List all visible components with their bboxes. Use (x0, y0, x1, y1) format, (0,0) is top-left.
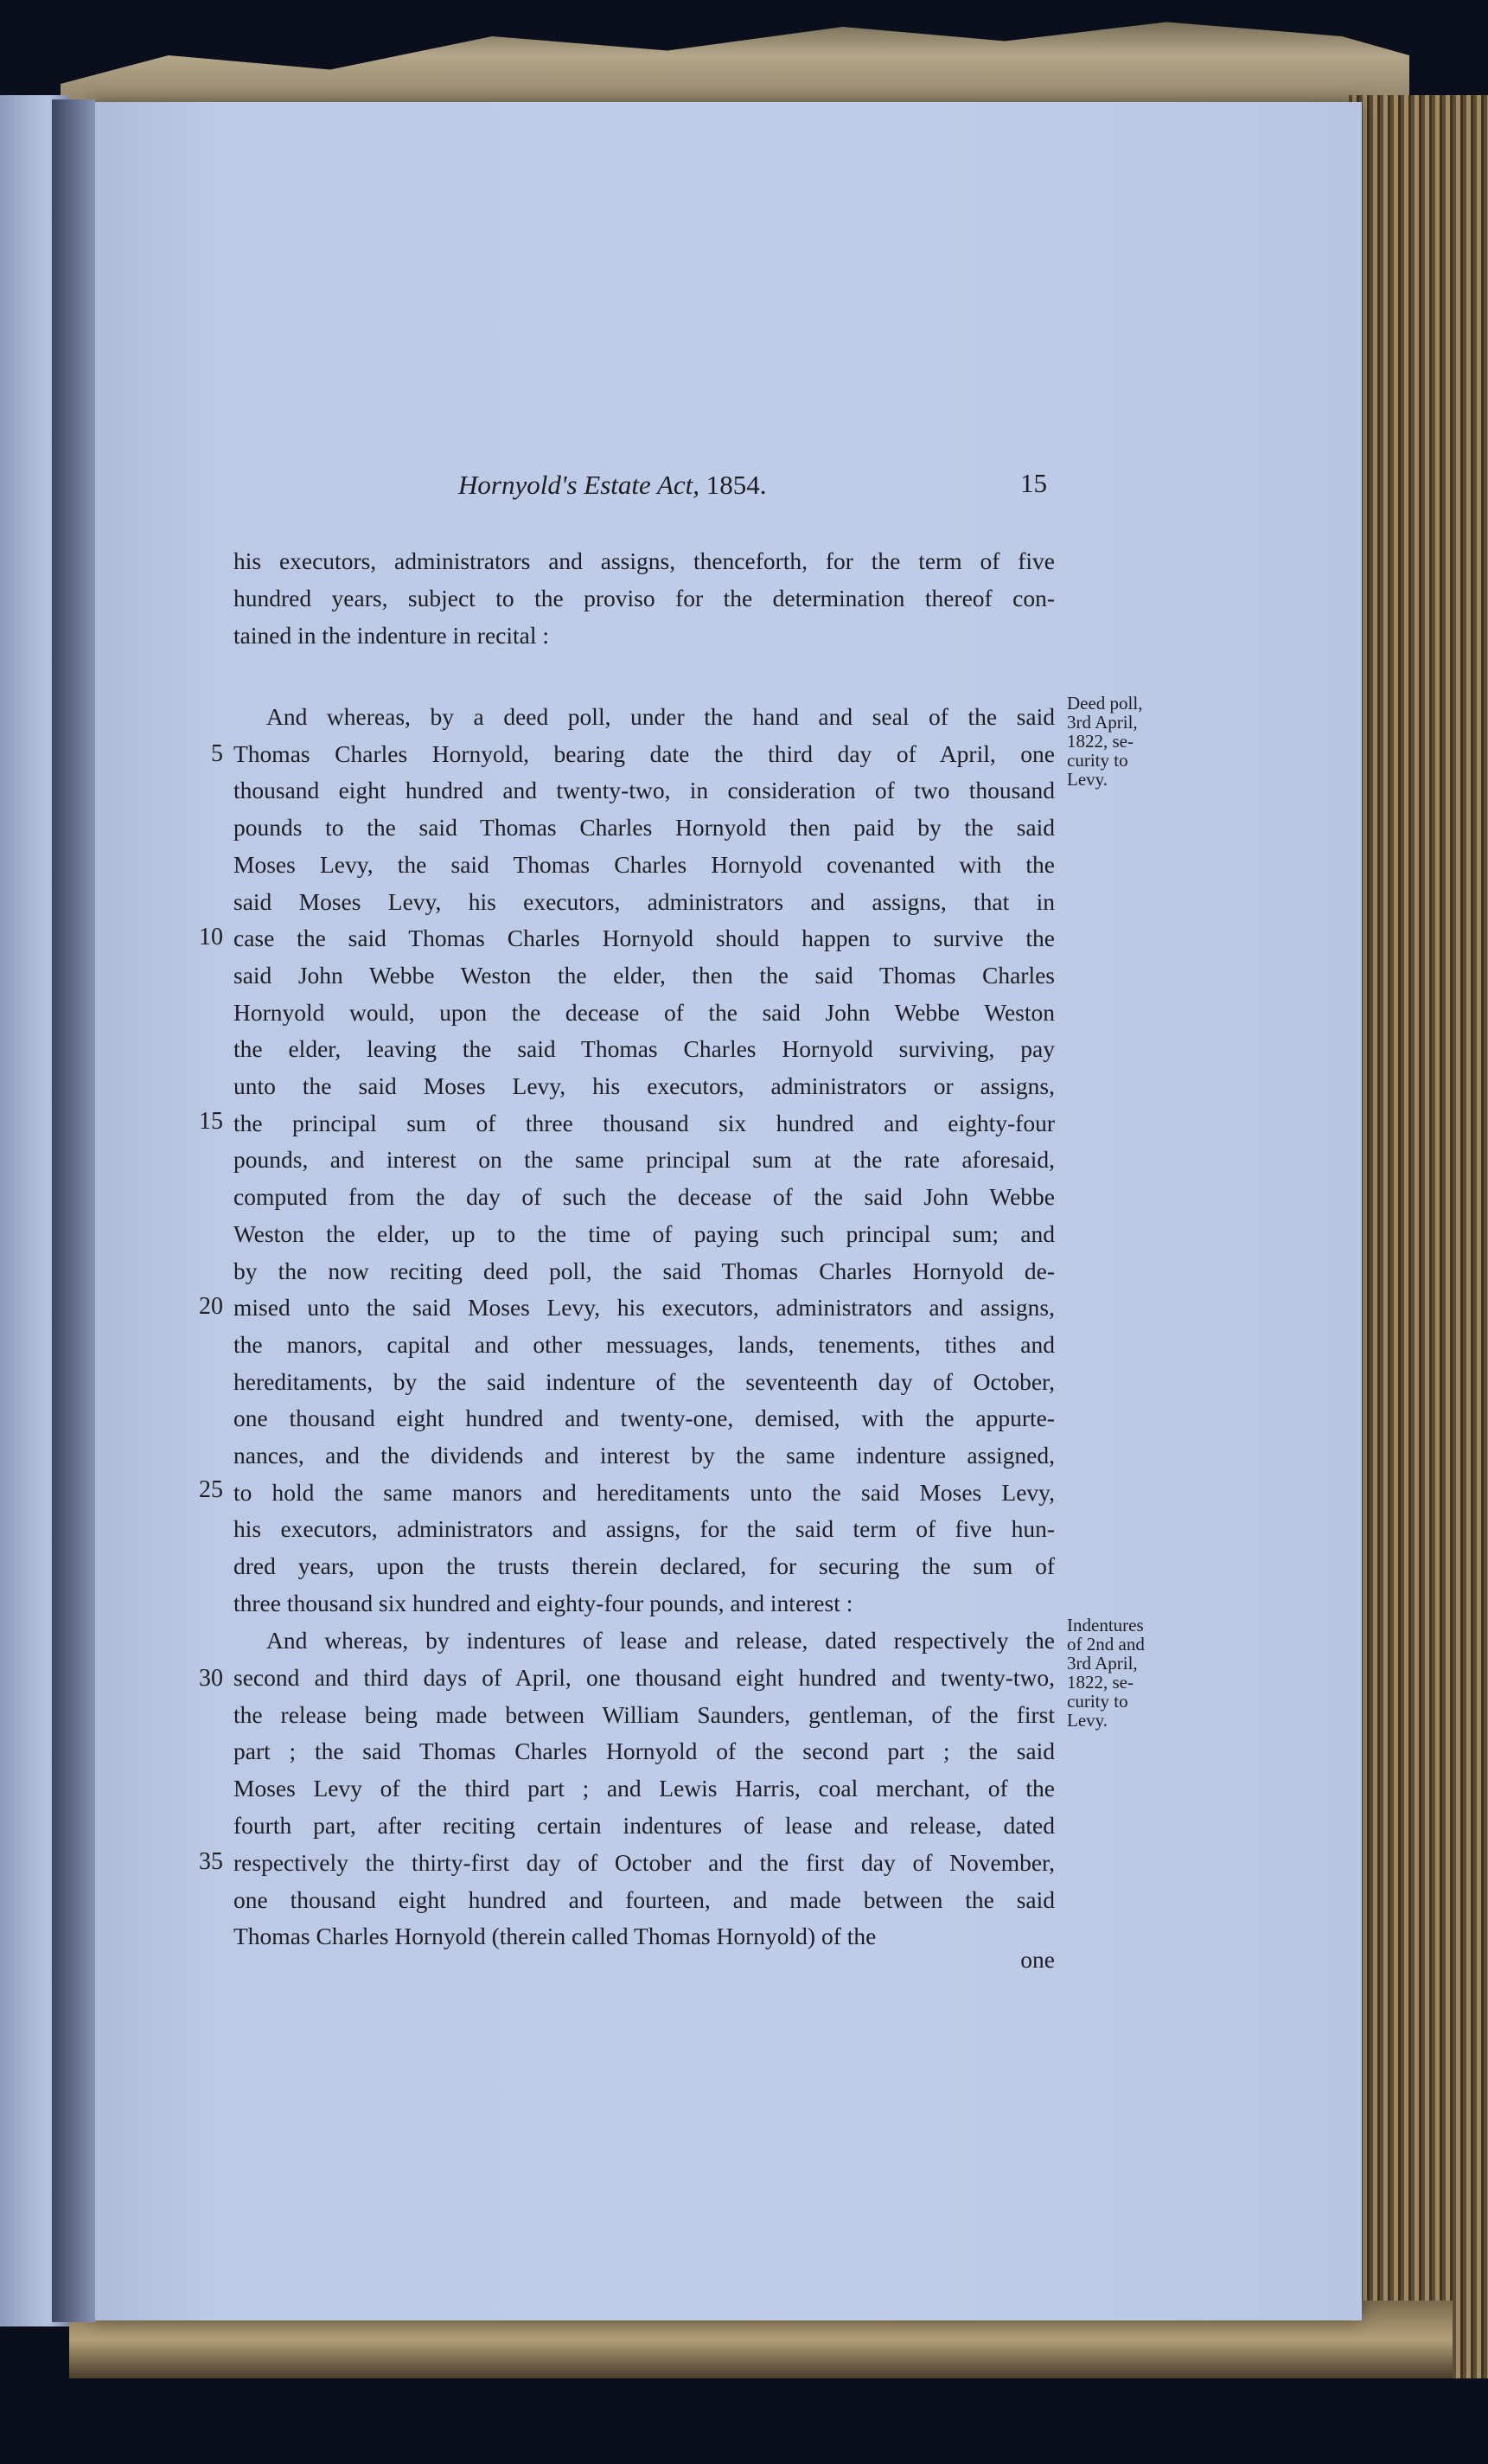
text-line: Moses Levy, the said Thomas Charles Hornyold covenanted with the (233, 850, 1055, 878)
line-number: 35 (199, 1848, 223, 1875)
text-line: Weston the elder, up to the time of paying such principal sum; and (233, 1219, 1055, 1247)
text-line: said Moses Levy, his executors, administrators and assigns, that in (233, 887, 1055, 915)
book-page-edges (1349, 95, 1488, 2378)
text-line: Thomas Charles Hornyold (therein called Thomas Hornyold) of the (233, 1923, 877, 1950)
text-line: case the said Thomas Charles Hornyold should happen to survive the (233, 925, 1055, 952)
text-line: to hold the same manors and hereditaments unto the said Moses Levy, (233, 1478, 1055, 1506)
margin-note-deed-poll: Deed poll, 3rd April, 1822, se- curity to Levy. (1067, 693, 1143, 790)
line-number: 10 (199, 924, 223, 950)
text-line: the elder, leaving the said Thomas Charles Hornyold surviving, pay (233, 1035, 1055, 1063)
text-line: Moses Levy of the third part ; and Lewis Harris, coal merchant, of the (233, 1775, 1055, 1802)
text-line: unto the said Moses Levy, his executors, administrators or assigns, (233, 1072, 1055, 1099)
page-number: 15 (1020, 468, 1047, 498)
act-title: Hornyold's Estate Act, (458, 470, 699, 500)
running-head (458, 470, 767, 501)
text-line: the manors, capital and other messuages, lands, tenements, tithes and (233, 1330, 1055, 1358)
text-line: pounds, and interest on the same principal sum at the rate aforesaid, (233, 1146, 1055, 1174)
text-line: pounds to the said Thomas Charles Hornyold then paid by the said (233, 814, 1055, 842)
text-line: respectively the thirty-first day of October and the first day of November, (233, 1848, 1055, 1876)
text-line: computed from the day of such the decease of the said John Webbe (233, 1183, 1055, 1211)
line-number: 25 (199, 1476, 223, 1503)
text-line: three thousand six hundred and eighty-four pounds, and interest : (233, 1589, 853, 1616)
text-line: part ; the said Thomas Charles Hornyold of the second part ; the said (233, 1738, 1055, 1765)
text-line: Thomas Charles Hornyold, bearing date the third day of April, one (233, 739, 1055, 767)
text-line: And whereas, by a deed poll, under the hand and seal of the said (266, 703, 1055, 730)
text-line: his executors, administrators and assigns, thenceforth, for the term of five (233, 547, 1055, 574)
text-line: tained in the indenture in recital : (233, 622, 550, 649)
text-line: hundred years, subject to the proviso for the determination thereof con- (233, 585, 1055, 611)
line-number: 30 (199, 1665, 223, 1692)
text-line: said John Webbe Weston the elder, then the said Thomas Charles (233, 961, 1055, 989)
text-line: his executors, administrators and assigns, for the said term of five hun- (233, 1515, 1055, 1543)
act-year: 1854. (706, 470, 767, 500)
text-line: fourth part, after reciting certain indentures of lease and release, dated (233, 1812, 1055, 1839)
margin-note-indentures: Indentures of 2nd and 3rd April, 1822, se- curity to Levy. (1067, 1615, 1145, 1731)
text-line: the principal sum of three thousand six hundred and eighty-four (233, 1109, 1055, 1136)
binding-gutter (52, 99, 95, 2322)
text-line: one thousand eight hundred and fourteen, and made between the said (233, 1885, 1055, 1913)
text-line: hereditaments, by the said indenture of the seventeenth day of October, (233, 1367, 1055, 1395)
text-line: the release being made between William Saunders, gentleman, of the first (233, 1700, 1055, 1728)
text-line: mised unto the said Moses Levy, his executors, administrators and assigns, (233, 1294, 1055, 1322)
text-line: And whereas, by indentures of lease and release, dated respectively the (266, 1627, 1055, 1654)
line-number: 15 (199, 1108, 223, 1135)
line-number: 20 (199, 1293, 223, 1320)
text-line: one thousand eight hundred and twenty-one, demised, with the appurte- (233, 1405, 1055, 1432)
text-line: second and third days of April, one thousand eight hundred and twenty-two, (233, 1663, 1055, 1691)
torn-paper-scraps (61, 17, 1409, 112)
text-line: nances, and the dividends and interest by the same indenture assigned, (233, 1442, 1055, 1469)
text-line: dred years, upon the trusts therein declared, for securing the sum of (233, 1552, 1055, 1580)
text-line: thousand eight hundred and twenty-two, in consideration of two thousand (233, 777, 1055, 804)
line-number: 5 (211, 740, 223, 767)
text-line: by the now reciting deed poll, the said Thomas Charles Hornyold de- (233, 1257, 1055, 1284)
catchword: one (1020, 1946, 1055, 1973)
text-line: Hornyold would, upon the decease of the said John Webbe Weston (233, 998, 1055, 1026)
